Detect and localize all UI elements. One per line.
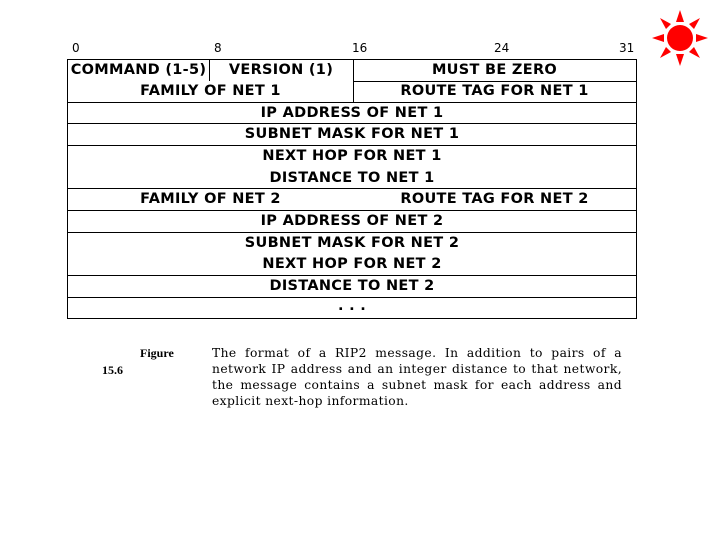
row-divider <box>68 232 636 233</box>
row-divider <box>68 188 636 189</box>
subnet-mask-net1-field: SUBNET MASK FOR NET 1 <box>244 126 460 142</box>
figure-number: 15.6 <box>102 363 123 377</box>
bit-label-24: 24 <box>494 41 510 55</box>
subnet-mask-net2-field: SUBNET MASK FOR NET 2 <box>244 235 460 251</box>
row-divider <box>353 81 636 82</box>
distance-net2-field: DISTANCE TO NET 2 <box>269 278 435 294</box>
row-divider <box>68 145 636 146</box>
family-net1-field: FAMILY OF NET 1 <box>140 83 281 99</box>
bit-label-31: 31 <box>619 41 635 55</box>
figure-caption: The format of a RIP2 message. In addition to pairs of a network IP address and an integer distance to that network, the message contains a subnet mask for each address and explicit next-hop information. <box>212 346 622 408</box>
figure-label: Figure <box>140 346 174 360</box>
route-tag-net1-field: ROUTE TAG FOR NET 1 <box>400 83 589 99</box>
version-field: VERSION (1) <box>228 62 334 78</box>
ellipsis-continuation: . . . <box>337 298 367 314</box>
ip-address-net2-field: IP ADDRESS OF NET 2 <box>260 213 444 229</box>
route-tag-net2-field: ROUTE TAG FOR NET 2 <box>400 191 589 207</box>
bit-label-8: 8 <box>214 41 222 55</box>
row-divider <box>68 123 636 124</box>
command-field: COMMAND (1-5) <box>70 62 207 78</box>
distance-net1-field: DISTANCE TO NET 1 <box>269 170 435 186</box>
family-net2-field: FAMILY OF NET 2 <box>140 191 281 207</box>
rip2-message-format <box>67 59 637 319</box>
row-divider <box>68 275 636 276</box>
row-divider <box>68 210 636 211</box>
must-be-zero-field: MUST BE ZERO <box>431 62 558 78</box>
bit-label-16: 16 <box>352 41 368 55</box>
next-hop-net2-field: NEXT HOP FOR NET 2 <box>262 256 442 272</box>
row-divider <box>68 102 636 103</box>
next-hop-net1-field: NEXT HOP FOR NET 1 <box>262 148 442 164</box>
ip-address-net1-field: IP ADDRESS OF NET 1 <box>260 105 444 121</box>
bit-label-0: 0 <box>72 41 80 55</box>
sun-icon <box>652 10 708 66</box>
